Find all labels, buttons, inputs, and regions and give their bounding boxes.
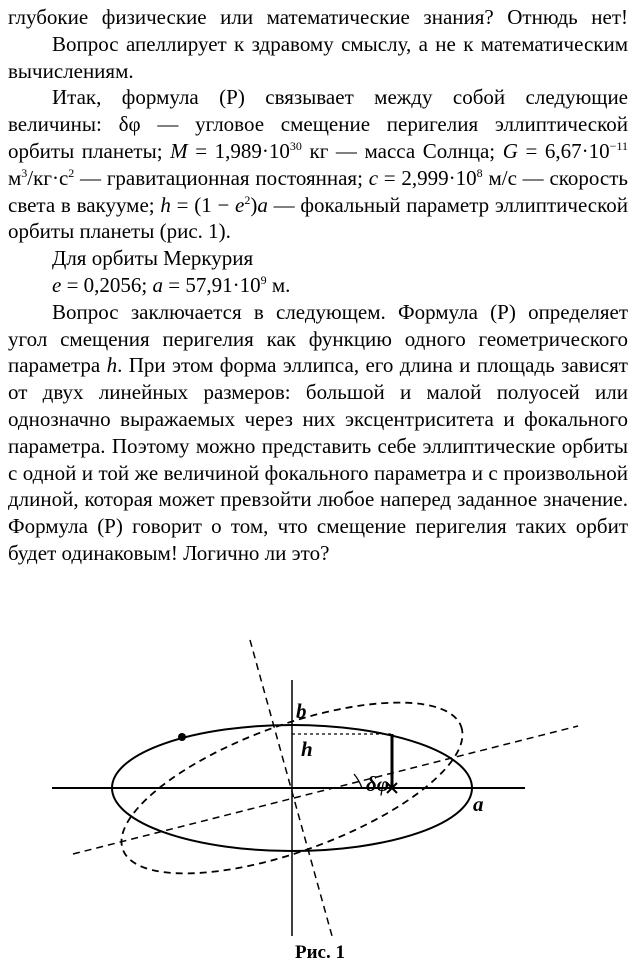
text-run: = (1 − [170,192,236,217]
exponent: 2 [68,165,75,180]
var-e: e [235,192,245,217]
planet-dot [178,733,186,741]
label-h: h [301,737,313,761]
var-a: a [152,272,164,297]
text-run: Вопрос заключается в следующем. Формула (Р) определяет угол смещения перигелия как функцию одного геометрического параметра [8,299,628,378]
text-run: — фокальный параметр эллиптической орбиты планеты (рис. 1). [8,192,629,244]
label-a: a [473,792,484,816]
text-run: кг — масса Солнца; [301,138,503,163]
ellipse-diagram [0,636,640,978]
paragraph-question-common-sense: Вопрос апеллирует к здравому смыслу, а не к математическим вычислениям. [8,31,628,83]
var-e: e [52,272,62,297]
exponent: 8 [476,165,483,180]
text-run: /кг·с [27,165,69,190]
var-c: c [368,165,379,190]
var-h: h [106,353,118,378]
paragraph-mercury-values [8,272,628,299]
figure-caption: Рис. 1 [295,942,345,963]
text-run: ) [250,192,258,217]
label-b: b [296,699,307,723]
var-h: h [160,192,171,217]
exponent: −11 [609,138,628,153]
text-run: м [8,165,22,190]
exponent: 3 [21,165,28,180]
exponent: 2 [244,192,251,207]
exponent: 30 [289,138,302,153]
text-run: = 1,989·10 [187,138,290,163]
paragraph-continuation: глубокие физические или математические знания? Отнюдь нет! [8,5,628,29]
body-text [8,4,628,567]
text-run: Итак, формула (Р) связывает между собой следующие величины: δφ — угловое смещение перигелия эллиптической орбиты планеты; [8,85,628,163]
text-run: м. [266,272,291,297]
text-run: — гравитационная постоянная; [74,165,369,190]
rotated-major-axis [73,726,578,854]
paragraph-formula-quantities [8,84,628,245]
text-run: . При этом форма эллипса, его длина и площадь зависят от двух линейных размеров: большой и малой полуосей или однозначно выражаемых через них эксцентриситета и фокального параметра. Поэтому можно представить себе эллиптические орбиты с одной и той же величиной фокального параметра и с произвольной длиной, которая может превзойти любое наперед заданное значение. Формула (Р) говорит о том, что смещение перигелия таких орбит будет одинаковым! Логично ли это? [8,353,628,565]
text-run: = 57,91·10 [163,272,261,297]
var-G: G [502,138,518,163]
var-M: M [170,138,188,163]
text-run: = 2,999·10 [378,165,477,190]
var-a: a [257,192,268,217]
text-run: = 0,2056; [61,272,153,297]
paragraph-mercury-heading: Для орбиты Меркурия [52,246,254,271]
exponent: 9 [260,272,267,287]
figure-1 [0,636,640,978]
paragraph-question-statement [8,299,628,567]
label-delta-phi: δφ [366,772,390,796]
text-run: = 6,67·10 [517,138,610,163]
text-run: м/с — скорость света в вакууме; [8,165,629,217]
